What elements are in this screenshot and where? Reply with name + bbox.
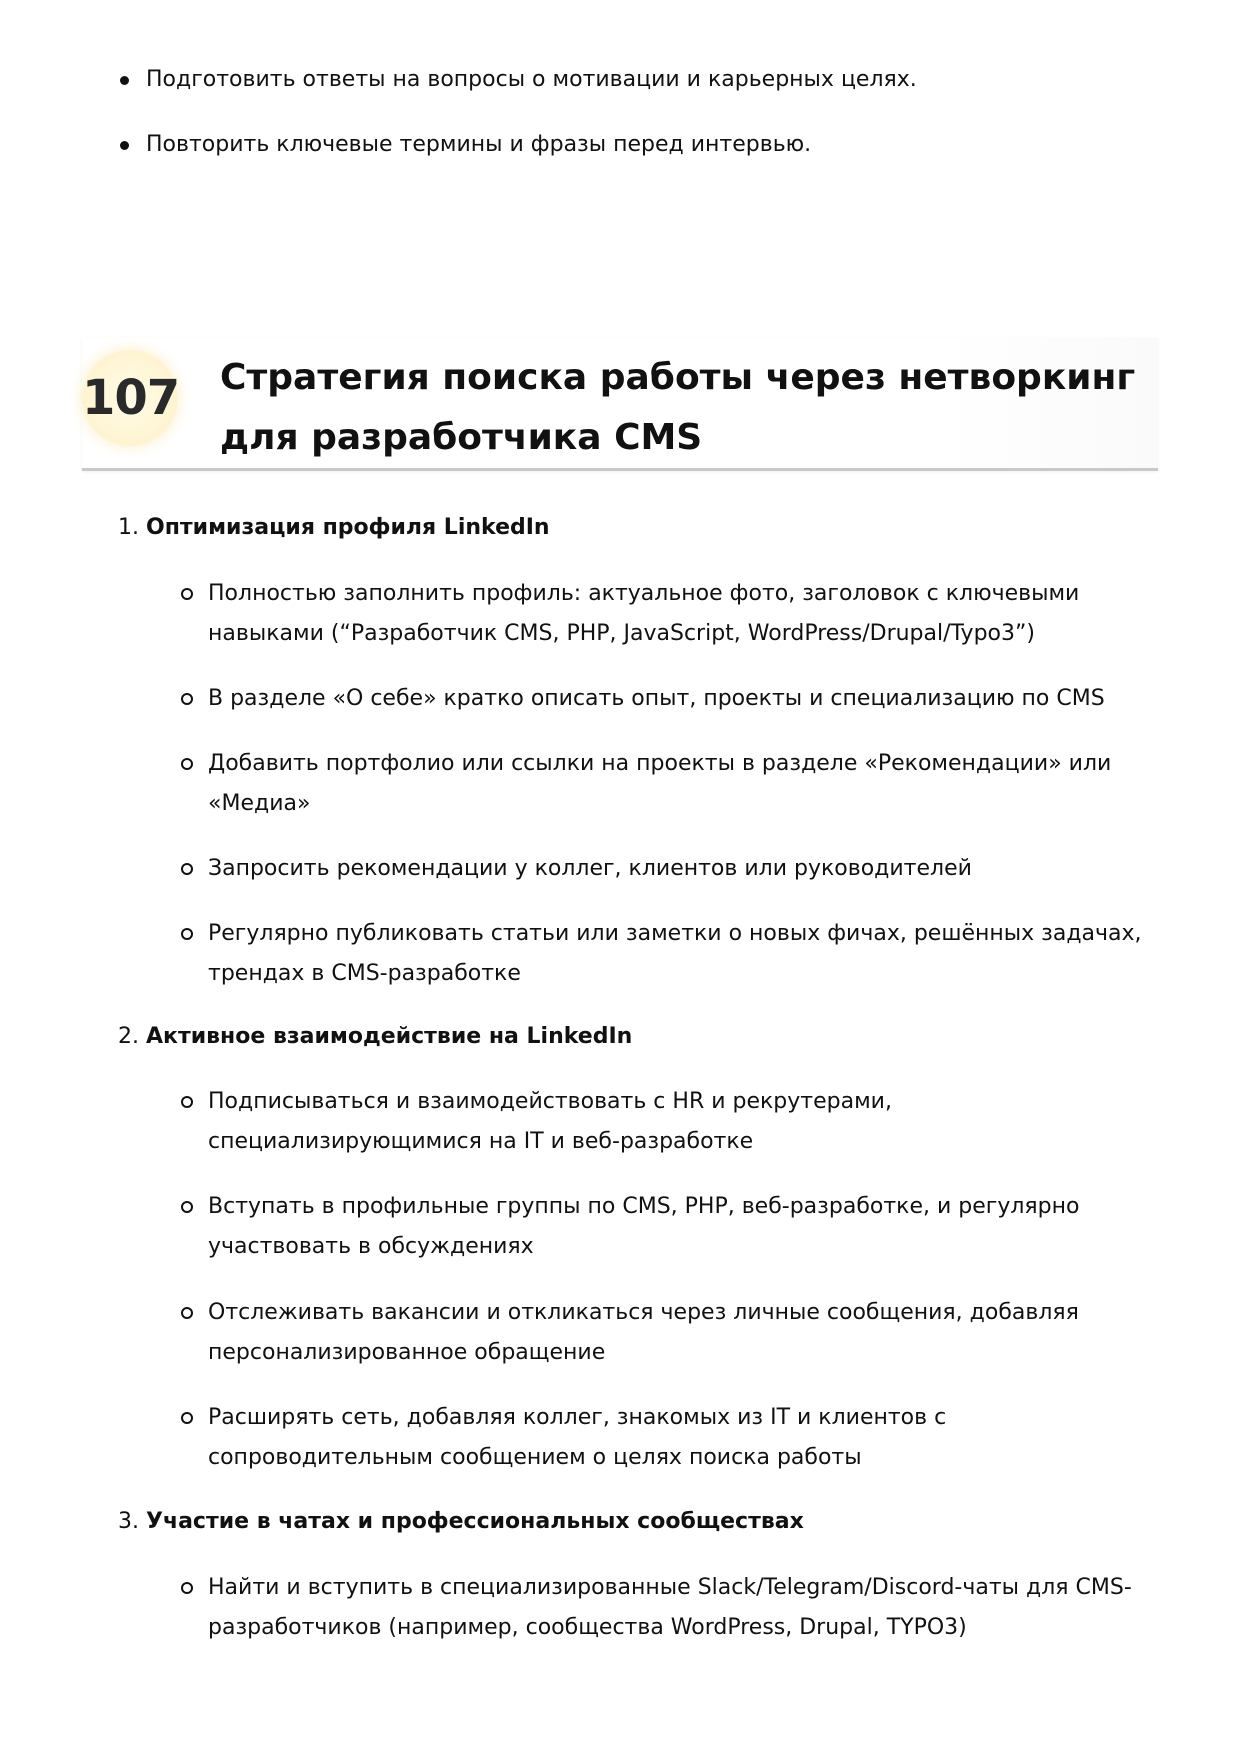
item-number: 2. bbox=[118, 1024, 139, 1049]
sub-item: Вступать в профильные группы по CMS, PHP, веб-разработке, и регулярно участвовать в обсуждениях bbox=[208, 1187, 1168, 1267]
sub-item: Найти и вступить в специализированные Slack/Telegram/Discord-чаты для CMS-разработчиков (например, сообщества WordPress, Drupal, TYPO3) bbox=[208, 1568, 1168, 1648]
bullet-dot bbox=[120, 141, 129, 150]
bullet-dot bbox=[120, 76, 129, 85]
circle-bullet-icon bbox=[181, 1412, 193, 1424]
circle-bullet-icon bbox=[181, 588, 193, 600]
sub-item: Полностью заполнить профиль: актуальное фото, заголовок с ключевыми навыками (“Разработчик CMS, PHP, JavaScript, WordPress/Drupal/Typo3”) bbox=[208, 574, 1168, 654]
item-number: 1. bbox=[118, 515, 139, 540]
circle-bullet-icon bbox=[181, 758, 193, 770]
item-heading: Участие в чатах и профессиональных сообществах bbox=[146, 1509, 804, 1534]
numbered-item-3 bbox=[118, 1505, 804, 1539]
section-number: 107 bbox=[82, 370, 180, 426]
circle-bullet-icon bbox=[181, 1582, 193, 1594]
item-heading: Активное взаимодействие на LinkedIn bbox=[146, 1024, 633, 1049]
numbered-item-2 bbox=[118, 1020, 632, 1054]
item-heading: Оптимизация профиля LinkedIn bbox=[146, 515, 550, 540]
circle-bullet-icon bbox=[181, 863, 193, 875]
section-title: Стратегия поиска работы через нетворкинг для разработчика CMS bbox=[220, 357, 1136, 458]
sub-item: Добавить портфолио или ссылки на проекты в разделе «Рекомендации» или «Медиа» bbox=[208, 744, 1168, 824]
sub-item: Регулярно публиковать статьи или заметки о новых фичах, решённых задачах, трендах в CMS-разработке bbox=[208, 914, 1168, 994]
sub-item: Подписываться и взаимодействовать с HR и рекрутерами, специализирующимися на IT и веб-разработке bbox=[208, 1082, 1168, 1162]
circle-bullet-icon bbox=[181, 1201, 193, 1213]
list-item: Подготовить ответы на вопросы о мотивации и карьерных целях. bbox=[146, 63, 917, 97]
item-number: 3. bbox=[118, 1509, 139, 1534]
sub-item: Расширять сеть, добавляя коллег, знакомых из IT и клиентов с сопроводительным сообщением о целях поиска работы bbox=[208, 1398, 1168, 1478]
sub-item: Отслеживать вакансии и откликаться через личные сообщения, добавляя персонализированное обращение bbox=[208, 1293, 1168, 1373]
list-item: Повторить ключевые термины и фразы перед интервью. bbox=[146, 128, 811, 162]
sub-item: В разделе «О себе» кратко описать опыт, проекты и специализацию по CMS bbox=[208, 679, 1168, 719]
circle-bullet-icon bbox=[181, 1307, 193, 1319]
circle-bullet-icon bbox=[181, 928, 193, 940]
circle-bullet-icon bbox=[181, 693, 193, 705]
sub-item: Запросить рекомендации у коллег, клиентов или руководителей bbox=[208, 849, 1168, 889]
section-header bbox=[82, 338, 1158, 471]
numbered-item-1 bbox=[118, 511, 550, 545]
circle-bullet-icon bbox=[181, 1096, 193, 1108]
